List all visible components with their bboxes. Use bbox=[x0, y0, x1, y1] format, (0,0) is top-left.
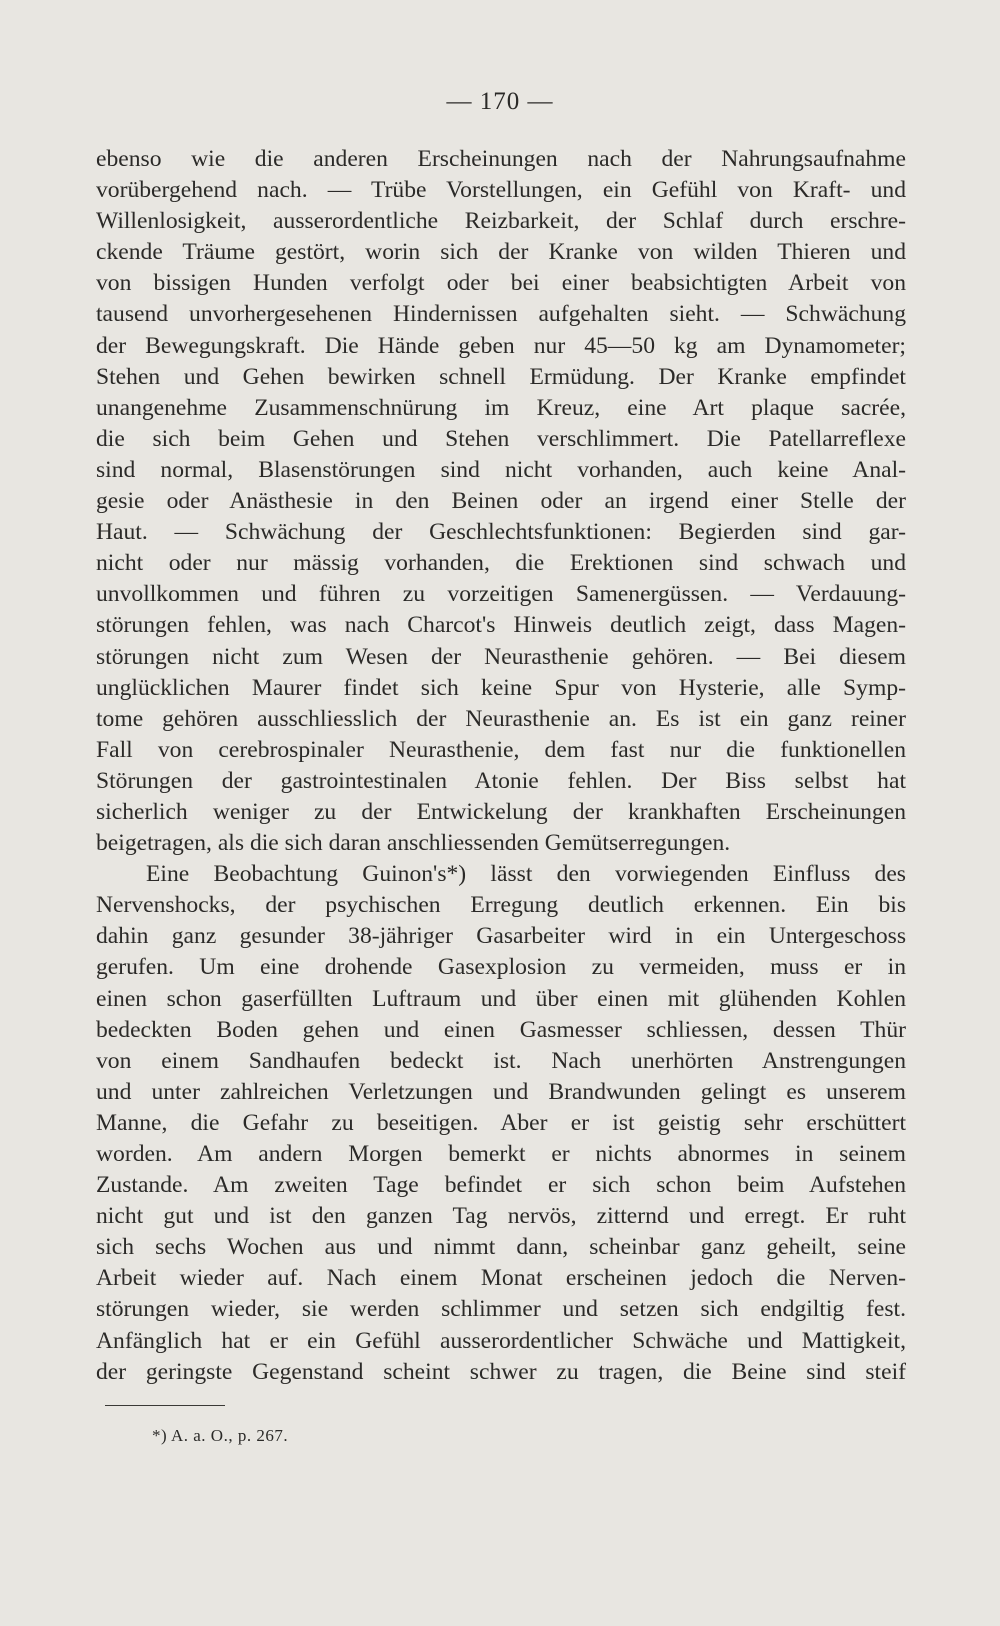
text-line: Willenlosigkeit, ausserordentliche Reizbarkeit, der Schlaf durch erschre- bbox=[96, 208, 906, 235]
text-line: von bissigen Hunden verfolgt oder bei einer beabsichtigten Arbeit von bbox=[96, 270, 906, 297]
page-number: — 170 — bbox=[446, 88, 554, 115]
text-line: Stehen und Gehen bewirken schnell Ermüdung. Der Kranke empfindet bbox=[96, 363, 906, 390]
text-line: tausend unvorhergesehenen Hindernissen aufgehalten sieht. — Schwächung bbox=[96, 301, 906, 328]
text-line: störungen fehlen, was nach Charcot's Hinweis deutlich zeigt, dass Magen- bbox=[96, 612, 906, 639]
text-line: unangenehme Zusammenschnürung im Kreuz, eine Art plaque sacrée, bbox=[96, 394, 906, 421]
text-line: dahin ganz gesunder 38-jähriger Gasarbeiter wird in ein Untergeschoss bbox=[96, 923, 906, 950]
text-line: gerufen. Um eine drohende Gasexplosion zu vermeiden, muss er in bbox=[96, 954, 906, 981]
text-line: Zustande. Am zweiten Tage befindet er sich schon beim Aufstehen bbox=[96, 1172, 906, 1199]
text-line: störungen wieder, sie werden schlimmer und setzen sich endgiltig fest. bbox=[96, 1296, 906, 1323]
footnote-divider bbox=[105, 1405, 225, 1406]
text-line: Anfänglich hat er ein Gefühl ausserordentlicher Schwäche und Mattigkeit, bbox=[96, 1327, 906, 1354]
text-line: ebenso wie die anderen Erscheinungen nach der Nahrungsaufnahme bbox=[96, 146, 906, 172]
text-line: sich sechs Wochen aus und nimmt dann, scheinbar ganz geheilt, seine bbox=[96, 1234, 906, 1261]
text-line: störungen nicht zum Wesen der Neurasthenie gehören. — Bei diesem bbox=[96, 643, 906, 670]
text-line: tome gehören ausschliesslich der Neurasthenie an. Es ist ein ganz reiner bbox=[96, 705, 906, 732]
text-line: einen schon gaserfüllten Luftraum und über einen mit glühenden Kohlen bbox=[96, 985, 906, 1012]
text-line: nicht oder nur mässig vorhanden, die Erektionen sind schwach und bbox=[96, 550, 906, 577]
text-line: gesie oder Anästhesie in den Beinen oder an irgend einer Stelle der bbox=[96, 488, 906, 515]
footnote: *) A. a. O., p. 267. bbox=[152, 1426, 289, 1445]
text-line: Haut. — Schwächung der Geschlechtsfunktionen: Begierden sind gar- bbox=[96, 519, 906, 546]
text-line: die sich beim Gehen und Stehen verschlimmert. Die Patellarreflexe bbox=[96, 425, 906, 452]
text-line-paragraph-start: Eine Beobachtung Guinon's*) lässt den vorwiegenden Einfluss des bbox=[146, 861, 906, 888]
text-line: sind normal, Blasenstörungen sind nicht vorhanden, auch keine Anal- bbox=[96, 456, 906, 483]
text-line: von einem Sandhaufen bedeckt ist. Nach unerhörten Anstrengungen bbox=[96, 1047, 906, 1074]
text-line: und unter zahlreichen Verletzungen und Brandwunden gelingt es unserem bbox=[96, 1078, 906, 1105]
text-line: worden. Am andern Morgen bemerkt er nichts abnormes in seinem bbox=[96, 1141, 906, 1167]
text-line-paragraph-end: beigetragen, als die sich daran anschliessenden Gemütserregungen. bbox=[96, 830, 731, 857]
text-line: der geringste Gegenstand scheint schwer zu tragen, die Beine sind steif bbox=[96, 1358, 906, 1385]
text-line: bedeckten Boden gehen und einen Gasmesser schliessen, dessen Thür bbox=[96, 1016, 906, 1043]
text-line: Manne, die Gefahr zu beseitigen. Aber er ist geistig sehr erschüttert bbox=[96, 1109, 906, 1136]
text-line: Fall von cerebrospinaler Neurasthenie, dem fast nur die funktionellen bbox=[96, 736, 906, 763]
text-line: unvollkommen und führen zu vorzeitigen Samenergüssen. — Verdauung- bbox=[96, 581, 906, 608]
text-line: Arbeit wieder auf. Nach einem Monat erscheinen jedoch die Nerven- bbox=[96, 1265, 906, 1292]
text-line: sicherlich weniger zu der Entwickelung der krankhaften Erscheinungen bbox=[96, 798, 906, 825]
text-line: nicht gut und ist den ganzen Tag nervös, zitternd und erregt. Er ruht bbox=[96, 1203, 906, 1230]
text-line: ckende Träume gestört, worin sich der Kranke von wilden Thieren und bbox=[96, 239, 906, 266]
text-line: unglücklichen Maurer findet sich keine Spur von Hysterie, alle Symp- bbox=[96, 674, 906, 701]
text-line: der Bewegungskraft. Die Hände geben nur 45—50 kg am Dynamometer; bbox=[96, 332, 906, 359]
text-line: Nervenshocks, der psychischen Erregung deutlich erkennen. Ein bis bbox=[96, 892, 906, 919]
text-line: Störungen der gastrointestinalen Atonie fehlen. Der Biss selbst hat bbox=[96, 767, 906, 794]
body-text bbox=[96, 144, 906, 1388]
text-line: vorübergehend nach. — Trübe Vorstellungen, ein Gefühl von Kraft- und bbox=[96, 177, 906, 204]
